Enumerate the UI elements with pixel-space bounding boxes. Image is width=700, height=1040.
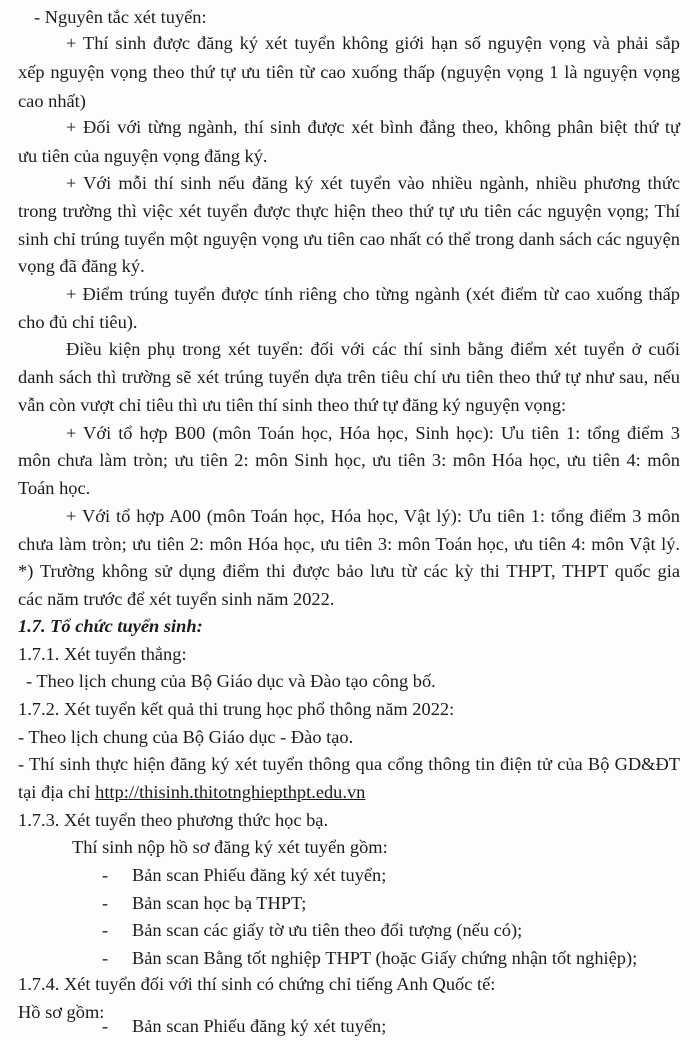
text-line: - Nguyên tắc xét tuyển: <box>34 7 207 27</box>
text-line: + Với mỗi thí sinh nếu đăng ký xét tuyển vào nhiều ngành, nhiều phương thức <box>66 173 680 193</box>
text-line: Thí sinh nộp hồ sơ đăng ký xét tuyển gồm: <box>72 837 388 857</box>
text-line: + Với tổ hợp A00 (môn Toán học, Hóa học, Vật lý): Ưu tiên 1: tổng điểm 3 môn <box>66 506 680 526</box>
text-line: + Thí sinh được đăng ký xét tuyển không giới hạn số nguyện vọng và phải sắp <box>66 33 680 53</box>
text-line: môn chưa làm tròn; ưu tiên 2: môn Sinh học, ưu tiên 3: môn Hóa học, ưu tiên 4: môn <box>18 450 680 470</box>
text-line: danh sách thì trường sẽ xét trúng tuyển dựa trên tiêu chí ưu tiên theo thứ tự như sau, nếu <box>18 367 680 387</box>
address-prefix: tại địa chỉ <box>18 782 96 802</box>
text-line: vẫn còn vượt chỉ tiêu thì ưu tiên thí sinh theo thứ tự đăng ký nguyện vọng: <box>18 395 567 415</box>
text-line: vọng đã đăng ký. <box>18 256 145 276</box>
list-dash: - <box>102 920 109 940</box>
text-line: Điều kiện phụ trong xét tuyển: đối với các thí sinh bằng điểm xét tuyển ở cuối <box>66 339 680 359</box>
subsection-heading: 1.7.3. Xét tuyển theo phương thức học bạ. <box>18 810 329 830</box>
text-line: - Thí sinh thực hiện đăng ký xét tuyển thông qua cổng thông tin điện tử của Bộ GD&ĐT <box>18 754 680 774</box>
text-line: + Điểm trúng tuyển được tính riêng cho từng ngành (xét điểm từ cao xuống thấp <box>66 284 680 304</box>
text-line: + Với tổ hợp B00 (môn Toán học, Hóa học, Sinh học): Ưu tiên 1: tổng điểm 3 <box>66 423 680 443</box>
text-line: cao nhất) <box>18 91 86 111</box>
text-line: + Đối với từng ngành, thí sinh được xét bình đẳng theo, không phân biệt thứ tự <box>66 117 680 137</box>
list-item-text: Bản scan học bạ THPT; <box>132 893 307 913</box>
list-dash: - <box>102 865 109 885</box>
text-line: cho đủ chỉ tiêu). <box>18 312 138 332</box>
text-line: sinh chỉ trúng tuyển một nguyện vọng ưu tiên cao nhất có thể trong danh sách các nguyện <box>18 229 680 249</box>
subsection-heading: 1.7.2. Xét tuyển kết quả thi trung học phổ thông năm 2022: <box>18 699 455 719</box>
text-line: - Theo lịch chung của Bộ Giáo dục - Đào tạo. <box>18 727 354 747</box>
list-item-text: Bản scan Phiếu đăng ký xét tuyển; <box>132 1016 387 1036</box>
text-line: Toán học. <box>18 478 91 498</box>
subsection-heading: 1.7.4. Xét tuyển đối với thí sinh có chứng chỉ tiếng Anh Quốc tế: <box>18 974 496 994</box>
text-line: xếp nguyện vọng theo thứ tự ưu tiên từ cao xuống thấp (nguyện vọng 1 là nguyện vọng <box>18 62 680 82</box>
subsection-heading: 1.7.1. Xét tuyển thẳng: <box>18 644 187 664</box>
list-dash: - <box>102 893 109 913</box>
text-line: *) Trường không sử dụng điểm thi được bảo lưu từ các kỳ thi THPT, THPT quốc gia <box>18 561 680 581</box>
text-line: trong trường thì việc xét tuyển được thực hiện theo thứ tự ưu tiên các nguyện vọng; Thí <box>18 201 680 221</box>
section-heading: 1.7. Tổ chức tuyển sinh: <box>18 616 203 636</box>
list-item-text: Bản scan Phiếu đăng ký xét tuyển; <box>132 865 387 885</box>
text-line: - Theo lịch chung của Bộ Giáo dục và Đào tạo công bố. <box>26 671 436 691</box>
text-line <box>18 779 365 805</box>
list-item-text: Bản scan các giấy tờ ưu tiên theo đối tượng (nếu có); <box>132 920 523 940</box>
text-line: ưu tiên của nguyện vọng đăng ký. <box>18 146 268 166</box>
list-dash: - <box>102 1016 109 1036</box>
text-line: chưa làm tròn; ưu tiên 2: môn Hóa học, ưu tiên 3: môn Toán học, ưu tiên 4: môn Vật lý. <box>18 534 680 554</box>
text-line: Hồ sơ gồm: <box>18 1002 105 1022</box>
list-item-text: Bản scan Bằng tốt nghiệp THPT (hoặc Giấy chứng nhận tốt nghiệp); <box>132 948 638 968</box>
text-line: các năm trước để xét tuyển sinh năm 2022. <box>18 589 335 609</box>
list-dash: - <box>102 948 109 968</box>
registration-portal-link[interactable]: http://thisinh.thitotnghiepthpt.edu.vn <box>95 782 366 802</box>
